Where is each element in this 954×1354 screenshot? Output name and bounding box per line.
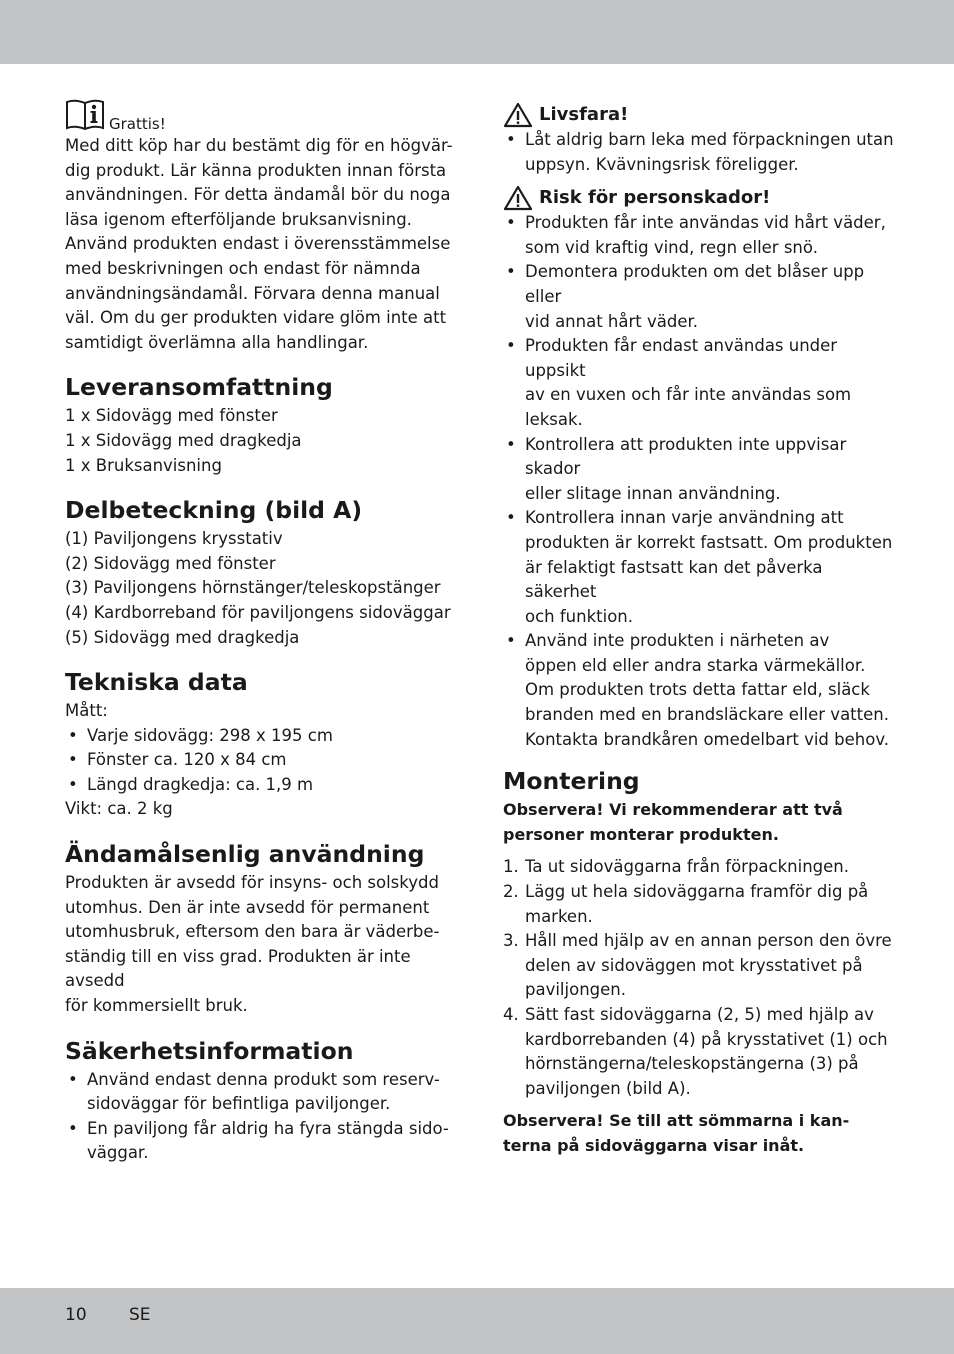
list-item: (2) Sidovägg med fönster: [65, 553, 276, 573]
header-band: [0, 0, 954, 64]
list-item: 3. Håll med hjälp av en annan person den övre delen av sidoväggen mot krysstativet på paviljongen.: [503, 931, 892, 1000]
list-item: (1) Paviljongens krysstativ: [65, 529, 283, 549]
list-item: • Använd inte produkten i närheten av öppen eld eller andra starka värmekällor. Om produkten trots detta fattar eld, släck branden med en brandsläckare eller vatten. Kontakta brandkåren omedelbart vid behov.: [503, 629, 898, 752]
list-item: • Kontrollera att produkten inte uppvisar skador eller slitage innan användning.: [503, 433, 898, 507]
leverans-list: [65, 404, 460, 478]
list-item: • Längd dragkedja: ca. 1,9 m: [65, 773, 460, 798]
risk-heading: Risk för personskador!: [503, 185, 898, 211]
list-item: • Varje sidovägg: 298 x 195 cm: [65, 724, 460, 749]
list-item: • Låt aldrig barn leka med förpackningen utan uppsyn. Kvävningsrisk föreligger.: [503, 128, 898, 177]
montering-steps: [503, 855, 898, 1101]
list-item: (4) Kardborreband för paviljongens sidoväggar: [65, 602, 451, 622]
list-item: • Fönster ca. 120 x 84 cm: [65, 748, 460, 773]
list-item: • En paviljong får aldrig ha fyra stängda sido- väggar.: [65, 1117, 460, 1166]
livsfara-heading: Livsfara!: [503, 102, 898, 128]
sakerhet-heading: Säkerhetsinformation: [65, 1036, 354, 1065]
manual-info-icon: [65, 98, 105, 134]
list-item: • Demontera produkten om det blåser upp eller vid annat hårt väder.: [503, 260, 898, 334]
tekniska-list: [65, 724, 460, 798]
vikt-text: Vikt: ca. 2 kg: [65, 799, 173, 819]
intro-label: Grattis!: [109, 115, 166, 133]
delbeteckning-heading: Delbeteckning (bild A): [65, 496, 363, 525]
list-item: 1. Ta ut sidoväggarna från förpackningen.: [503, 857, 849, 877]
list-item: • Produkten får endast användas under uppsikt av en vuxen och får inte användas som leksak.: [503, 334, 898, 432]
list-item: 1 x Bruksanvisning: [65, 455, 222, 475]
page-number: 10: [65, 1305, 87, 1325]
left-column: [65, 96, 460, 1166]
list-item: 1 x Sidovägg med fönster: [65, 406, 278, 426]
list-item: • Kontrollera innan varje användning att produkten är korrekt fastsatt. Om produkten är felaktigt fastsatt kan det påverka säkerhet och funktion.: [503, 506, 898, 629]
tekniska-heading: Tekniska data: [65, 668, 248, 697]
matt-label: Mått:: [65, 701, 108, 721]
delbeteckning-list: [65, 527, 460, 650]
risk-list: [503, 211, 898, 752]
montering-note-1: Observera! Vi rekommenderar att två personer monterar produkten.: [503, 800, 843, 844]
leverans-heading: Leveransomfattning: [65, 373, 333, 402]
list-item: 1 x Sidovägg med dragkedja: [65, 430, 302, 450]
list-item: (3) Paviljongens hörnstänger/teleskopstänger: [65, 578, 441, 598]
andamal-text: Produkten är avsedd för insyns- och solskydd utomhus. Den är inte avsedd för permanent utomhusbruk, eftersom den bara är väderbe- ständig till en viss grad. Produkten är inte avsedd för kommersiellt bruk.: [65, 873, 440, 1016]
montering-heading: Montering: [503, 767, 640, 796]
montering-note-2: Observera! Se till att sömmarna i kan- terna på sidoväggarna visar inåt.: [503, 1111, 850, 1155]
sakerhet-list: [65, 1068, 460, 1166]
list-item: • Använd endast denna produkt som reserv- sidoväggar för befintliga paviljonger.: [65, 1068, 460, 1117]
intro-text: Med ditt köp har du bestämt dig för en högvär- dig produkt. Lär känna produkten innan första användningen. För detta ändamål bör du noga läsa igenom efterföljande bruksanvisning. Använd produkten endast i överensstämmelse med beskrivningen och endast för nämnda användningsändamål. Förvara denna manual väl. Om du ger produkten vidare glöm inte att samtidigt överlämna alla handlingar.: [65, 136, 453, 352]
list-item: • Produkten får inte användas vid hårt väder, som vid kraftig vind, regn eller snö.: [503, 211, 898, 260]
right-column: [503, 98, 898, 1159]
livsfara-list: [503, 128, 898, 177]
list-item: (5) Sidovägg med dragkedja: [65, 627, 300, 647]
list-item: 2. Lägg ut hela sidoväggarna framför dig på marken.: [503, 882, 869, 926]
andamal-heading: Ändamålsenlig användning: [65, 840, 425, 869]
warning-triangle-icon: [503, 185, 533, 211]
list-item: 4. Sätt fast sidoväggarna (2, 5) med hjälp av kardborrebanden (4) på krysstativet (1) och hörnstängerna/teleskopstängerna (3) på paviljongen (bild A).: [503, 1005, 888, 1098]
intro-heading: [65, 96, 460, 134]
warning-triangle-icon: [503, 102, 533, 128]
language-code: SE: [129, 1305, 151, 1325]
